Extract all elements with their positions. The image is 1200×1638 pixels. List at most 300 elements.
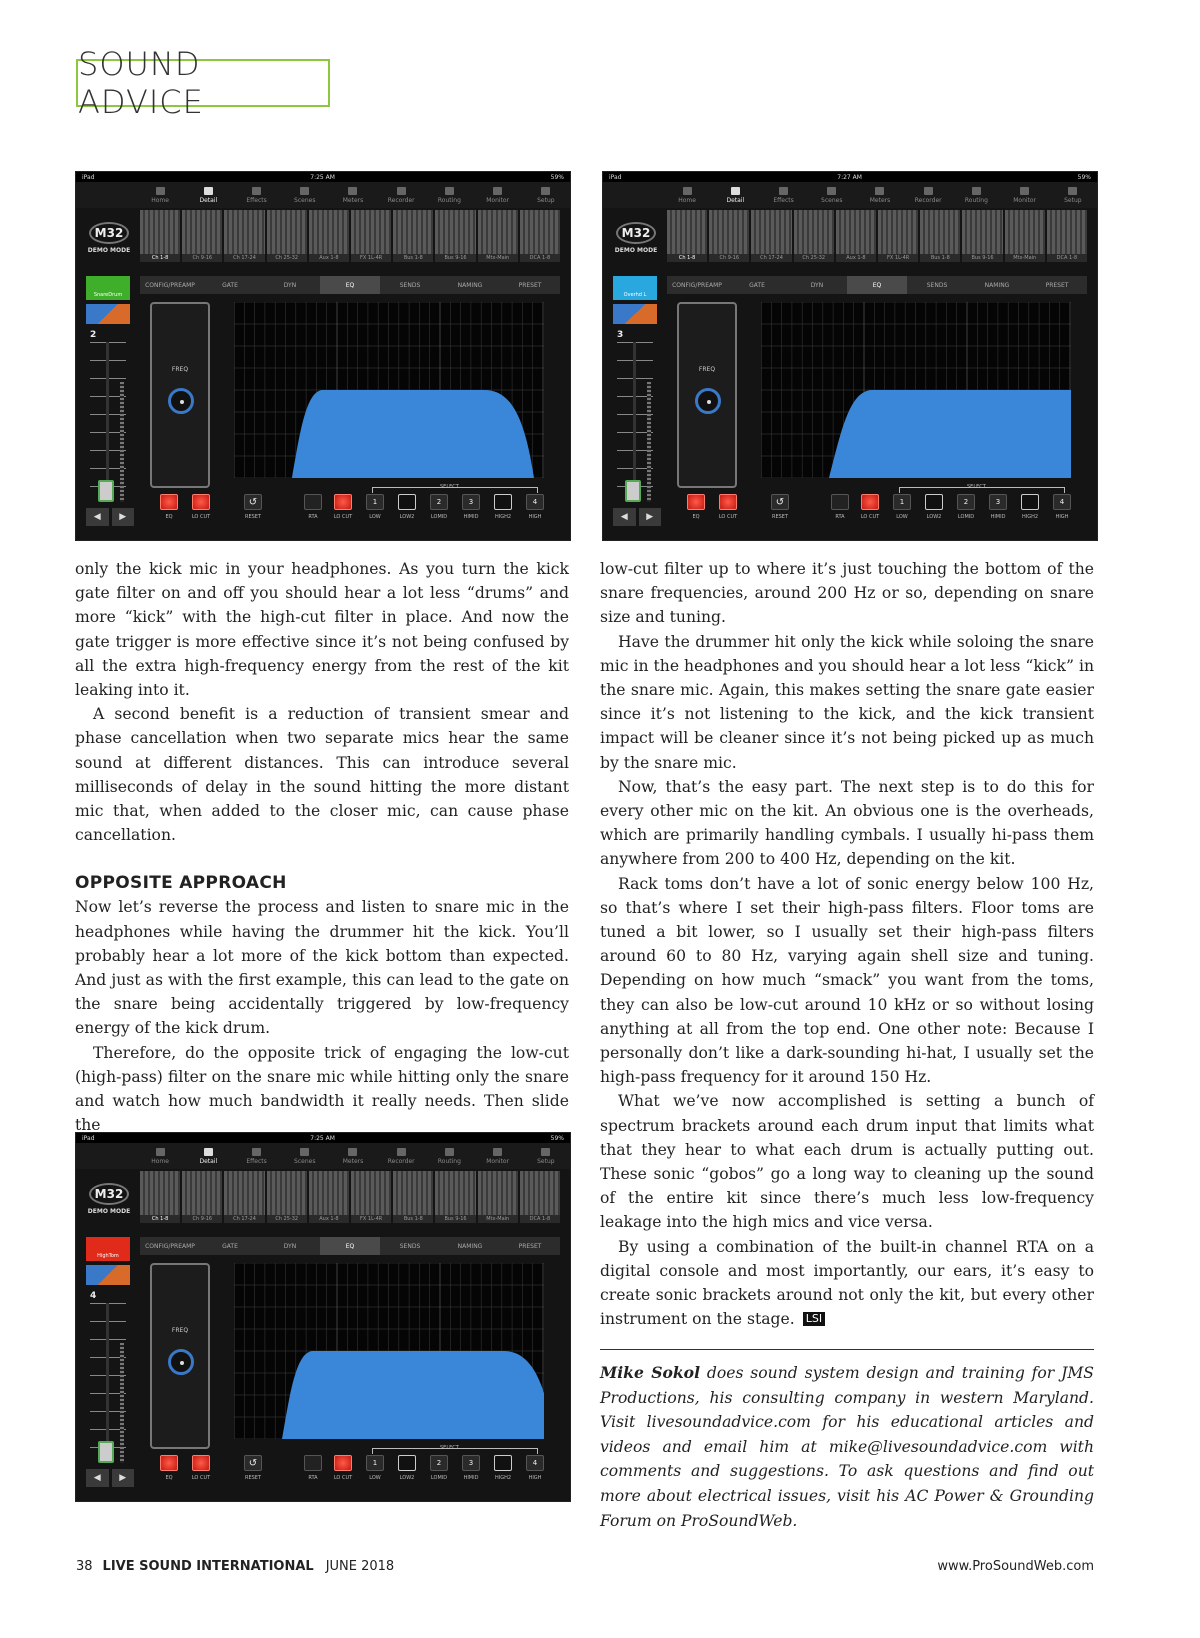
routing-icon — [445, 187, 454, 195]
end-mark: LSI — [803, 1312, 825, 1326]
author-name: Mike Sokol — [600, 1363, 701, 1382]
effects-icon — [252, 187, 261, 195]
fader-bank[interactable] — [667, 210, 707, 262]
meter-bar — [647, 382, 651, 502]
status-time: 7:27 AM — [837, 173, 862, 181]
recorder-icon — [397, 187, 406, 195]
nav-tab-meters[interactable] — [329, 182, 377, 208]
subtab-sends[interactable]: SENDS — [399, 1242, 421, 1250]
button-label: RTA — [835, 514, 845, 520]
channel-subtabs — [140, 1237, 560, 1255]
select-label: SELECT — [967, 484, 986, 490]
bank-label: FX 1L-4R — [360, 1216, 383, 1222]
nav-tab-detail[interactable] — [184, 1143, 232, 1169]
nav-tab-recorder[interactable] — [377, 1143, 425, 1169]
bank-label: DCA 1-8 — [529, 1216, 551, 1222]
routing-icon — [445, 1148, 454, 1156]
subtab-naming[interactable]: NAMING — [457, 1242, 483, 1250]
nav-tab-effects[interactable] — [759, 182, 807, 208]
bank-label: DCA 1-8 — [529, 255, 551, 261]
freq-panel — [150, 1263, 210, 1449]
next-channel-button[interactable]: ▶ — [112, 1469, 135, 1487]
nav-tab-label: Setup — [537, 196, 555, 204]
home-icon — [683, 187, 692, 195]
fader-bank[interactable] — [794, 210, 834, 262]
channel-icon[interactable]: SnareDrum — [86, 276, 130, 300]
nav-tab-label: Setup — [1064, 196, 1082, 204]
paragraph-text: By using a combination of the built-in channel RTA on a digital console and most importantly, our ears, it’s easy to create sonic brackets around not only the kit, but every other instrument on the stage. — [600, 1237, 1094, 1329]
button-label: LOW2 — [399, 1475, 415, 1481]
status-bar — [76, 172, 570, 182]
nav-tab-recorder[interactable] — [377, 182, 425, 208]
fader-banks — [140, 1171, 560, 1223]
page-footer — [76, 1559, 1094, 1579]
bank-label: FX 1L-4R — [887, 255, 910, 261]
select-label: SELECT — [440, 1445, 459, 1451]
nav-tab-label: Home — [151, 1157, 169, 1165]
eq-button-bar — [667, 484, 1087, 528]
subtab-sends[interactable]: SENDS — [399, 281, 421, 289]
low-button[interactable]: 1 — [366, 1455, 384, 1471]
reset-button[interactable] — [244, 494, 262, 510]
nav-tab-label: Setup — [537, 1157, 555, 1165]
fader-bank[interactable] — [309, 210, 349, 262]
channel-number: 2 — [90, 330, 97, 340]
nav-tab-home[interactable] — [136, 1143, 184, 1169]
prev-channel-button[interactable]: ◀ — [86, 508, 109, 526]
fader-bank[interactable] — [435, 210, 475, 262]
next-channel-button[interactable]: ▶ — [639, 508, 662, 526]
m32-logo — [84, 222, 134, 268]
nav-tab-label: Monitor — [486, 1157, 510, 1165]
fader-handle[interactable] — [98, 480, 114, 502]
nav-tab-effects[interactable] — [232, 1143, 280, 1169]
rta-button[interactable] — [304, 494, 322, 510]
subtab-dyn[interactable]: DYN — [810, 281, 824, 289]
author-bio — [600, 1349, 1094, 1533]
section-title: SOUND ADVICE — [76, 59, 330, 107]
fader-bank[interactable] — [140, 210, 180, 262]
nav-tab-label: Home — [151, 196, 169, 204]
bank-label: Ch 25-32 — [275, 1216, 299, 1222]
low2-button[interactable] — [398, 1455, 416, 1471]
channel-color-swatch[interactable] — [86, 304, 130, 324]
button-label: EQ — [165, 514, 173, 520]
eq-button-bar — [140, 1445, 560, 1489]
reset-button[interactable] — [244, 1455, 262, 1471]
fader-bank[interactable] — [267, 210, 307, 262]
nav-tab-setup[interactable] — [522, 182, 570, 208]
eq-button[interactable] — [687, 494, 705, 510]
channel-color-swatch[interactable] — [613, 304, 657, 324]
subtab-gate[interactable]: GATE — [749, 281, 765, 289]
lomid-button[interactable]: 2 — [957, 494, 975, 510]
button-label: HIGH2 — [494, 514, 512, 520]
detail-icon — [204, 187, 213, 195]
himid-button[interactable]: 3 — [462, 1455, 480, 1471]
bank-label: Bus 9-16 — [444, 1216, 467, 1222]
lo-cut-button[interactable] — [719, 494, 737, 510]
nav-tab-scenes[interactable] — [281, 1143, 329, 1169]
nav-tab-effects[interactable] — [232, 182, 280, 208]
reset-icon: ↺ — [248, 1457, 258, 1469]
nav-tab-label: Recorder — [387, 196, 415, 204]
eq-graph[interactable] — [234, 302, 544, 478]
channel-icon[interactable]: HighTom — [86, 1237, 130, 1261]
subtab-preset[interactable]: PRESET — [1045, 281, 1069, 289]
nav-tab-recorder[interactable] — [904, 182, 952, 208]
paragraph: A second benefit is a reduction of transient smear and phase cancellation when two separate mics hear the same sound at different distances. This can introduce several milliseconds of delay in the sound hitting the more distant mic that, when added to the closer mic, can cause phase cancellation. — [75, 705, 569, 845]
nav-tab-label: Routing — [964, 196, 988, 204]
fader-bank[interactable] — [351, 1171, 391, 1223]
paragraph: Now let’s reverse the process and listen to snare mic in the headphones while having the drummer hit the kick. You’ll probably hear a lot more of the kick bottom than expected. And just as with the first example, this can lead to the gate on the snare being accidentally triggered by low-frequency energy of the kick drum. — [75, 898, 569, 1038]
fader-bank[interactable] — [836, 210, 876, 262]
button-label: RTA — [308, 1475, 318, 1481]
low2-button[interactable] — [925, 494, 943, 510]
subtab-config-preamp[interactable]: CONFIG/PREAMP — [145, 1242, 195, 1250]
rta-button[interactable] — [304, 1455, 322, 1471]
nav-tab-monitor[interactable] — [1001, 182, 1049, 208]
nav-tab-label: Meters — [342, 196, 364, 204]
button-label: HIGH — [528, 514, 542, 520]
freq-label: FREQ — [698, 366, 716, 373]
nav-tab-home[interactable] — [136, 182, 184, 208]
bank-label: FX 1L-4R — [360, 255, 383, 261]
fader-bank[interactable] — [267, 1171, 307, 1223]
bank-label: Bus 9-16 — [971, 255, 994, 261]
button-label: HIMID — [990, 514, 1006, 520]
nav-tab-routing[interactable] — [425, 182, 473, 208]
fader-bank[interactable] — [224, 210, 264, 262]
button-label: LOW — [896, 514, 908, 520]
channel-color-swatch[interactable] — [86, 1265, 130, 1285]
subtab-eq[interactable]: EQ — [847, 276, 907, 294]
bank-label: Aux 1-8 — [319, 1216, 339, 1222]
button-label: HIMID — [463, 514, 479, 520]
himid-button[interactable]: 3 — [989, 494, 1007, 510]
low-button[interactable]: 1 — [366, 494, 384, 510]
fader-handle[interactable] — [625, 480, 641, 502]
bank-label: Ch 17-24 — [233, 255, 256, 261]
subtab-config-preamp[interactable]: CONFIG/PREAMP — [145, 281, 195, 289]
issue-date: JUNE 2018 — [325, 1559, 395, 1574]
nav-tab-home[interactable] — [663, 182, 711, 208]
button-label: RESET — [244, 514, 262, 520]
setup-icon — [541, 187, 550, 195]
nav-tab-label: Effects — [773, 196, 794, 204]
button-label: HIGH — [1055, 514, 1069, 520]
m32-logo — [611, 222, 661, 268]
recorder-icon — [397, 1148, 406, 1156]
fader-bank[interactable] — [962, 210, 1002, 262]
subtab-naming[interactable]: NAMING — [984, 281, 1010, 289]
top-navigation — [76, 182, 570, 208]
freq-knob[interactable] — [695, 388, 721, 414]
bank-label: Ch 17-24 — [760, 255, 783, 261]
reset-button[interactable] — [771, 494, 789, 510]
nav-tab-label: Routing — [437, 1157, 461, 1165]
nav-tab-label: Scenes — [294, 1157, 316, 1165]
page-number: 38 — [76, 1559, 93, 1574]
fader-banks — [667, 210, 1087, 262]
fader-bank[interactable] — [878, 210, 918, 262]
eq-graph[interactable] — [234, 1263, 544, 1439]
next-channel-button[interactable]: ▶ — [112, 508, 135, 526]
fader-handle[interactable] — [98, 1441, 114, 1463]
nav-tab-label: Recorder — [387, 1157, 415, 1165]
nav-tab-scenes[interactable] — [808, 182, 856, 208]
nav-tab-meters[interactable] — [329, 1143, 377, 1169]
bank-label: Bus 1-8 — [930, 255, 950, 261]
fader-banks — [140, 210, 560, 262]
button-label: HIGH — [528, 1475, 542, 1481]
demo-mode-label: DEMO MODE — [87, 247, 131, 254]
freq-label: FREQ — [171, 1327, 189, 1334]
fader-bank[interactable] — [1005, 210, 1045, 262]
battery-level: 59% — [550, 1134, 564, 1142]
nav-tab-label: Detail — [199, 196, 218, 204]
fader-bank[interactable] — [309, 1171, 349, 1223]
subtab-eq[interactable]: EQ — [320, 276, 380, 294]
device-label: iPad — [82, 173, 95, 181]
button-label: LOW2 — [926, 514, 942, 520]
high-button[interactable]: 4 — [526, 494, 544, 510]
fader-bank[interactable] — [1047, 210, 1087, 262]
nav-tab-scenes[interactable] — [281, 182, 329, 208]
subtab-gate[interactable]: GATE — [222, 1242, 238, 1250]
channel-subtabs — [140, 276, 560, 294]
subtab-gate[interactable]: GATE — [222, 281, 238, 289]
prev-channel-button[interactable]: ◀ — [86, 1469, 109, 1487]
fader-bank[interactable] — [520, 210, 560, 262]
subtab-naming[interactable]: NAMING — [457, 281, 483, 289]
high2-button[interactable] — [1021, 494, 1039, 510]
website-link[interactable]: www.ProSoundWeb.com — [937, 1559, 1094, 1574]
bio-text: does sound system design and training for JMS Productions, his consulting company in western Maryland. Visit livesoundadvice.com for his educational articles and videos and email him at mike@livesoundadvice.com with comments and suggestions. To ask questions and find out more about electrical issues, visit his AC Power & Grounding Forum on ProSoundWeb. — [600, 1364, 1094, 1530]
scenes-icon — [300, 1148, 309, 1156]
nav-tab-setup[interactable] — [522, 1143, 570, 1169]
high2-button[interactable] — [494, 1455, 512, 1471]
status-bar — [603, 172, 1097, 182]
recorder-icon — [924, 187, 933, 195]
button-label: LO CUT — [860, 514, 880, 520]
nav-tab-label: Scenes — [821, 196, 843, 204]
fader-bank[interactable] — [709, 210, 749, 262]
channel-number: 4 — [90, 1291, 97, 1301]
paragraph: only the kick mic in your headphones. As you turn the kick gate filter on and off you should hear a lot less “drums” and more “kick” with the high-cut filter in place. And now the gate trigger is more effective since it’s not being confused by all the extra high-frequency energy from the rest of the kit leaking into it. — [75, 560, 569, 700]
eq-graph-svg — [761, 302, 1071, 478]
button-label: HIMID — [463, 1475, 479, 1481]
eq-button[interactable] — [160, 494, 178, 510]
nav-tab-label: Detail — [199, 1157, 218, 1165]
button-label: HIGH2 — [1021, 514, 1039, 520]
channel-nav-buttons — [613, 508, 661, 526]
lo-cut-toggle[interactable] — [334, 494, 352, 510]
select-label: SELECT — [440, 484, 459, 490]
button-label: LOW — [369, 1475, 381, 1481]
fader-bank[interactable] — [435, 1171, 475, 1223]
low2-button[interactable] — [398, 494, 416, 510]
effects-icon — [252, 1148, 261, 1156]
reset-icon: ↺ — [775, 496, 785, 508]
button-label: LOMID — [430, 1475, 448, 1481]
nav-tab-routing[interactable] — [425, 1143, 473, 1169]
fader-bank[interactable] — [920, 210, 960, 262]
bank-label: Bus 1-8 — [403, 1216, 423, 1222]
subtab-preset[interactable]: PRESET — [518, 281, 542, 289]
nav-tab-label: Effects — [246, 1157, 267, 1165]
bank-label: Ch 1-8 — [151, 255, 169, 261]
home-icon — [156, 187, 165, 195]
fader-bank[interactable] — [351, 210, 391, 262]
high-button[interactable]: 4 — [1053, 494, 1071, 510]
fader-bank[interactable] — [520, 1171, 560, 1223]
lo-cut-button[interactable] — [192, 494, 210, 510]
button-label: LO CUT — [333, 514, 353, 520]
subtab-dyn[interactable]: DYN — [283, 281, 297, 289]
subtab-config-preamp[interactable]: CONFIG/PREAMP — [672, 281, 722, 289]
setup-icon — [1068, 187, 1077, 195]
setup-icon — [541, 1148, 550, 1156]
console-screenshot-tom — [75, 1132, 571, 1502]
fader-bank[interactable] — [140, 1171, 180, 1223]
bank-label: Mtx-Main — [486, 255, 510, 261]
battery-level: 59% — [1077, 173, 1091, 181]
button-label: LOMID — [430, 514, 448, 520]
button-label: LO CUT — [191, 514, 211, 520]
routing-icon — [972, 187, 981, 195]
nav-tab-monitor[interactable] — [474, 182, 522, 208]
reset-icon: ↺ — [248, 496, 258, 508]
eq-graph[interactable] — [761, 302, 1071, 478]
channel-icon[interactable]: Overhd L — [613, 276, 657, 300]
nav-tab-routing[interactable] — [952, 182, 1000, 208]
meter-bar — [120, 382, 124, 502]
eq-graph-svg — [234, 302, 544, 478]
monitor-icon — [1020, 187, 1029, 195]
rta-button[interactable] — [831, 494, 849, 510]
lomid-button[interactable]: 2 — [430, 494, 448, 510]
logo-text: M32 — [89, 1183, 129, 1205]
fader-bank[interactable] — [182, 1171, 222, 1223]
fader-bank[interactable] — [224, 1171, 264, 1223]
bank-label: Bus 1-8 — [403, 255, 423, 261]
nav-tab-detail[interactable] — [711, 182, 759, 208]
nav-tab-meters[interactable] — [856, 182, 904, 208]
scenes-icon — [827, 187, 836, 195]
nav-tab-label: Effects — [246, 196, 267, 204]
freq-panel — [150, 302, 210, 488]
lo-cut-button[interactable] — [192, 1455, 210, 1471]
button-label: RESET — [771, 514, 789, 520]
eq-button[interactable] — [160, 1455, 178, 1471]
eq-graph-svg — [234, 1263, 544, 1439]
fader-bank[interactable] — [393, 1171, 433, 1223]
bank-label: Mtx-Main — [486, 1216, 510, 1222]
battery-level: 59% — [550, 173, 564, 181]
nav-tab-label: Monitor — [1013, 196, 1037, 204]
high2-button[interactable] — [494, 494, 512, 510]
button-label: LOMID — [957, 514, 975, 520]
button-label: HIGH2 — [494, 1475, 512, 1481]
fader-bank[interactable] — [478, 210, 518, 262]
fader-bank[interactable] — [751, 210, 791, 262]
channel-number: 3 — [617, 330, 624, 340]
meter-bar — [120, 1343, 124, 1463]
right-column — [600, 557, 1094, 1332]
status-time: 7:25 AM — [310, 173, 335, 181]
bank-label: Bus 9-16 — [444, 255, 467, 261]
footer-left — [76, 1559, 394, 1574]
subtab-dyn[interactable]: DYN — [283, 1242, 297, 1250]
nav-tab-setup[interactable] — [1049, 182, 1097, 208]
paragraph — [600, 1235, 1094, 1332]
bank-label: Ch 25-32 — [275, 255, 299, 261]
bank-label: Ch 9-16 — [719, 255, 740, 261]
nav-tab-monitor[interactable] — [474, 1143, 522, 1169]
m32-logo — [84, 1183, 134, 1229]
channel-nav-buttons — [86, 1469, 134, 1487]
demo-mode-label: DEMO MODE — [614, 247, 658, 254]
monitor-icon — [493, 187, 502, 195]
freq-knob[interactable] — [168, 388, 194, 414]
bank-label: Ch 1-8 — [151, 1216, 169, 1222]
nav-tab-label: Meters — [869, 196, 891, 204]
button-label: LO CUT — [333, 1475, 353, 1481]
bank-label: Aux 1-8 — [846, 255, 866, 261]
monitor-icon — [493, 1148, 502, 1156]
low-button[interactable]: 1 — [893, 494, 911, 510]
nav-tab-label: Home — [678, 196, 696, 204]
console-screenshot-snare — [75, 171, 571, 541]
nav-tab-label: Detail — [726, 196, 745, 204]
button-label: LOW2 — [399, 514, 415, 520]
bank-label: Mtx-Main — [1013, 255, 1037, 261]
fader-bank[interactable] — [182, 210, 222, 262]
freq-knob[interactable] — [168, 1349, 194, 1375]
paragraph: What we’ve now accomplished is setting a bunch of spectrum brackets around each drum input that limits what that they hear to what each drum is actually putting out. These sonic “gobos” go a long way to cleaning up the sound of the entire kit since there’s much less low-frequency leakage into the high mics and vice versa. — [600, 1092, 1094, 1232]
effects-icon — [779, 187, 788, 195]
subtab-sends[interactable]: SENDS — [926, 281, 948, 289]
paragraph: Now, that’s the easy part. The next step is to do this for every other mic on the kit. An obvious one is the overheads, which are primarily handling cymbals. I usually hi-pass them anywhere from 200 to 400 Hz, depending on the kit. — [600, 777, 1094, 869]
channel-subtabs — [667, 276, 1087, 294]
button-label: LOW — [369, 514, 381, 520]
high-button[interactable]: 4 — [526, 1455, 544, 1471]
meters-icon — [875, 187, 884, 195]
paragraph: low-cut filter up to where it’s just touching the bottom of the snare frequencies, around 200 Hz or so, depending on snare size and tuning. — [600, 560, 1094, 627]
bank-label: DCA 1-8 — [1056, 255, 1078, 261]
subtab-preset[interactable]: PRESET — [518, 1242, 542, 1250]
paragraph: Rack toms don’t have a lot of sonic energy below 100 Hz, so that’s where I set their high-pass filters. Floor toms are tuned a bit lower, so I usually set their high-pass filters around 60 to 80 Hz, varying again shell size and tuning. Depending on how much “smack” you want from the toms, they can also be low-cut around 10 kHz or so without losing anything at all from the top end. One other note: Because I personally don’t like a dark-sounding hi-hat, I usually set the high-pass frequency for it around 150 Hz. — [600, 874, 1094, 1087]
fader-bank[interactable] — [478, 1171, 518, 1223]
lomid-button[interactable]: 2 — [430, 1455, 448, 1471]
paragraph: Therefore, do the opposite trick of engaging the low-cut (high-pass) filter on the snare mic while hitting only the snare and watch how much bandwidth it really needs. Then slide the — [75, 1043, 569, 1135]
bank-label: Ch 9-16 — [192, 1216, 213, 1222]
nav-tab-label: Meters — [342, 1157, 364, 1165]
bank-label: Ch 1-8 — [678, 255, 696, 261]
himid-button[interactable]: 3 — [462, 494, 480, 510]
nav-tab-label: Recorder — [914, 196, 942, 204]
publication-name: LIVE SOUND INTERNATIONAL — [102, 1559, 314, 1574]
lo-cut-toggle[interactable] — [334, 1455, 352, 1471]
lo-cut-toggle[interactable] — [861, 494, 879, 510]
top-navigation — [603, 182, 1097, 208]
prev-channel-button[interactable]: ◀ — [613, 508, 636, 526]
nav-tab-detail[interactable] — [184, 182, 232, 208]
subtab-eq[interactable]: EQ — [320, 1237, 380, 1255]
fader-bank[interactable] — [393, 210, 433, 262]
button-label: EQ — [692, 514, 700, 520]
